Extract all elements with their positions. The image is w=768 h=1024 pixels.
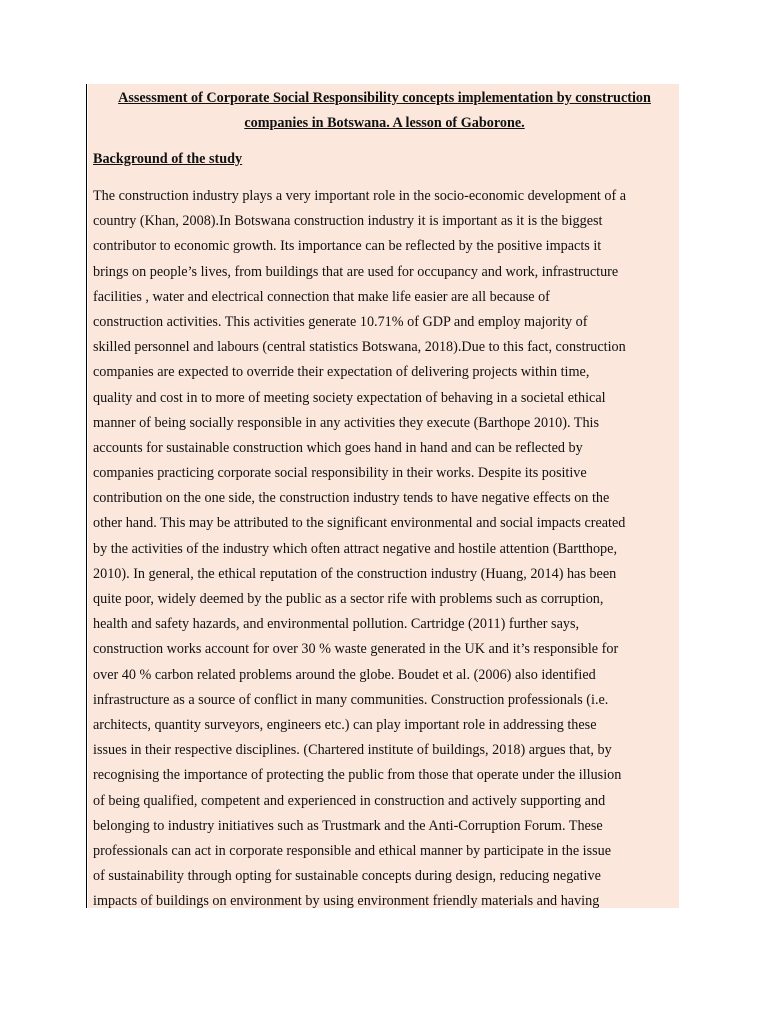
body-line: over 40 % carbon related problems around the globe. Boudet et al. (2006) also identified bbox=[93, 666, 596, 683]
body-line: manner of being socially responsible in any activities they execute (Barthope 2010). This bbox=[93, 414, 600, 431]
body-line: companies practicing corporate social responsibility in their works. Despite its positive bbox=[93, 465, 587, 482]
body-line: skilled personnel and labours (central statistics Botswana, 2018).Due to this fact, construction bbox=[93, 339, 626, 356]
body-line: contributor to economic growth. Its importance can be reflected by the positive impacts it bbox=[93, 238, 602, 255]
body-line: health and safety hazards, and environmental pollution. Cartridge (2011) further says, bbox=[93, 616, 580, 633]
body-line: facilities , water and electrical connection that make life easier are all because of bbox=[93, 288, 550, 305]
body-line: quite poor, widely deemed by the public as a sector rife with problems such as corruption, bbox=[93, 591, 604, 607]
body-line: The construction industry plays a very important role in the socio-economic development of a bbox=[93, 188, 627, 204]
body-line: issues in their respective disciplines. (Chartered institute of buildings, 2018) argues that, by bbox=[93, 742, 612, 759]
body-line: accounts for sustainable construction which goes hand in hand and can be reflected by bbox=[93, 439, 583, 456]
body-line: construction activities. This activities generate 10.71% of GDP and employ majority of bbox=[93, 313, 588, 330]
body-line: impacts of buildings on environment by using environment friendly materials and having bbox=[93, 893, 600, 908]
body-line: contribution on the one side, the construction industry tends to have negative effects on the bbox=[93, 490, 610, 507]
body-line: belonging to industry initiatives such as Trustmark and the Anti-Corruption Forum. These bbox=[93, 817, 603, 834]
body-paragraph bbox=[93, 184, 676, 908]
body-line: of sustainability through opting for sustainable concepts during design, reducing negative bbox=[93, 868, 601, 885]
text-block bbox=[88, 84, 679, 908]
body-line: by the activities of the industry which often attract negative and hostile attention (Bartthope, bbox=[93, 540, 617, 557]
section-heading: Background of the study bbox=[93, 151, 243, 167]
body-line: companies are expected to override their expectation of delivering projects within time, bbox=[93, 364, 590, 381]
document-title: Assessment of Corporate Social Responsibility concepts implementation by construction companies in Botswana. A lesson of Gaborone. bbox=[118, 90, 651, 131]
body-line: infrastructure as a source of conflict in many communities. Construction professionals (i.e. bbox=[93, 691, 609, 708]
body-line: construction works account for over 30 % waste generated in the UK and it’s responsible for bbox=[93, 641, 619, 658]
body-line: quality and cost in to more of meeting society expectation of behaving in a societal ethical bbox=[93, 389, 606, 406]
body-line: of being qualified, competent and experienced in construction and actively supporting and bbox=[93, 792, 606, 809]
table-left-border bbox=[86, 84, 87, 908]
body-line: country (Khan, 2008).In Botswana construction industry it is important as it is the biggest bbox=[93, 213, 603, 230]
body-line: architects, quantity surveyors, engineers etc.) can play important role in addressing these bbox=[93, 716, 597, 733]
body-line: recognising the importance of protecting the public from those that operate under the illusion bbox=[93, 767, 622, 784]
text-block-inner bbox=[88, 84, 679, 908]
body-line: brings on people’s lives, from buildings that are used for occupancy and work, infrastructure bbox=[93, 263, 619, 280]
body-line: other hand. This may be attributed to the significant environmental and social impacts created bbox=[93, 515, 626, 532]
body-line: 2010). In general, the ethical reputation of the construction industry (Huang, 2014) has been bbox=[93, 565, 617, 582]
body-line: professionals can act in corporate responsible and ethical manner by participate in the issue bbox=[93, 842, 612, 859]
